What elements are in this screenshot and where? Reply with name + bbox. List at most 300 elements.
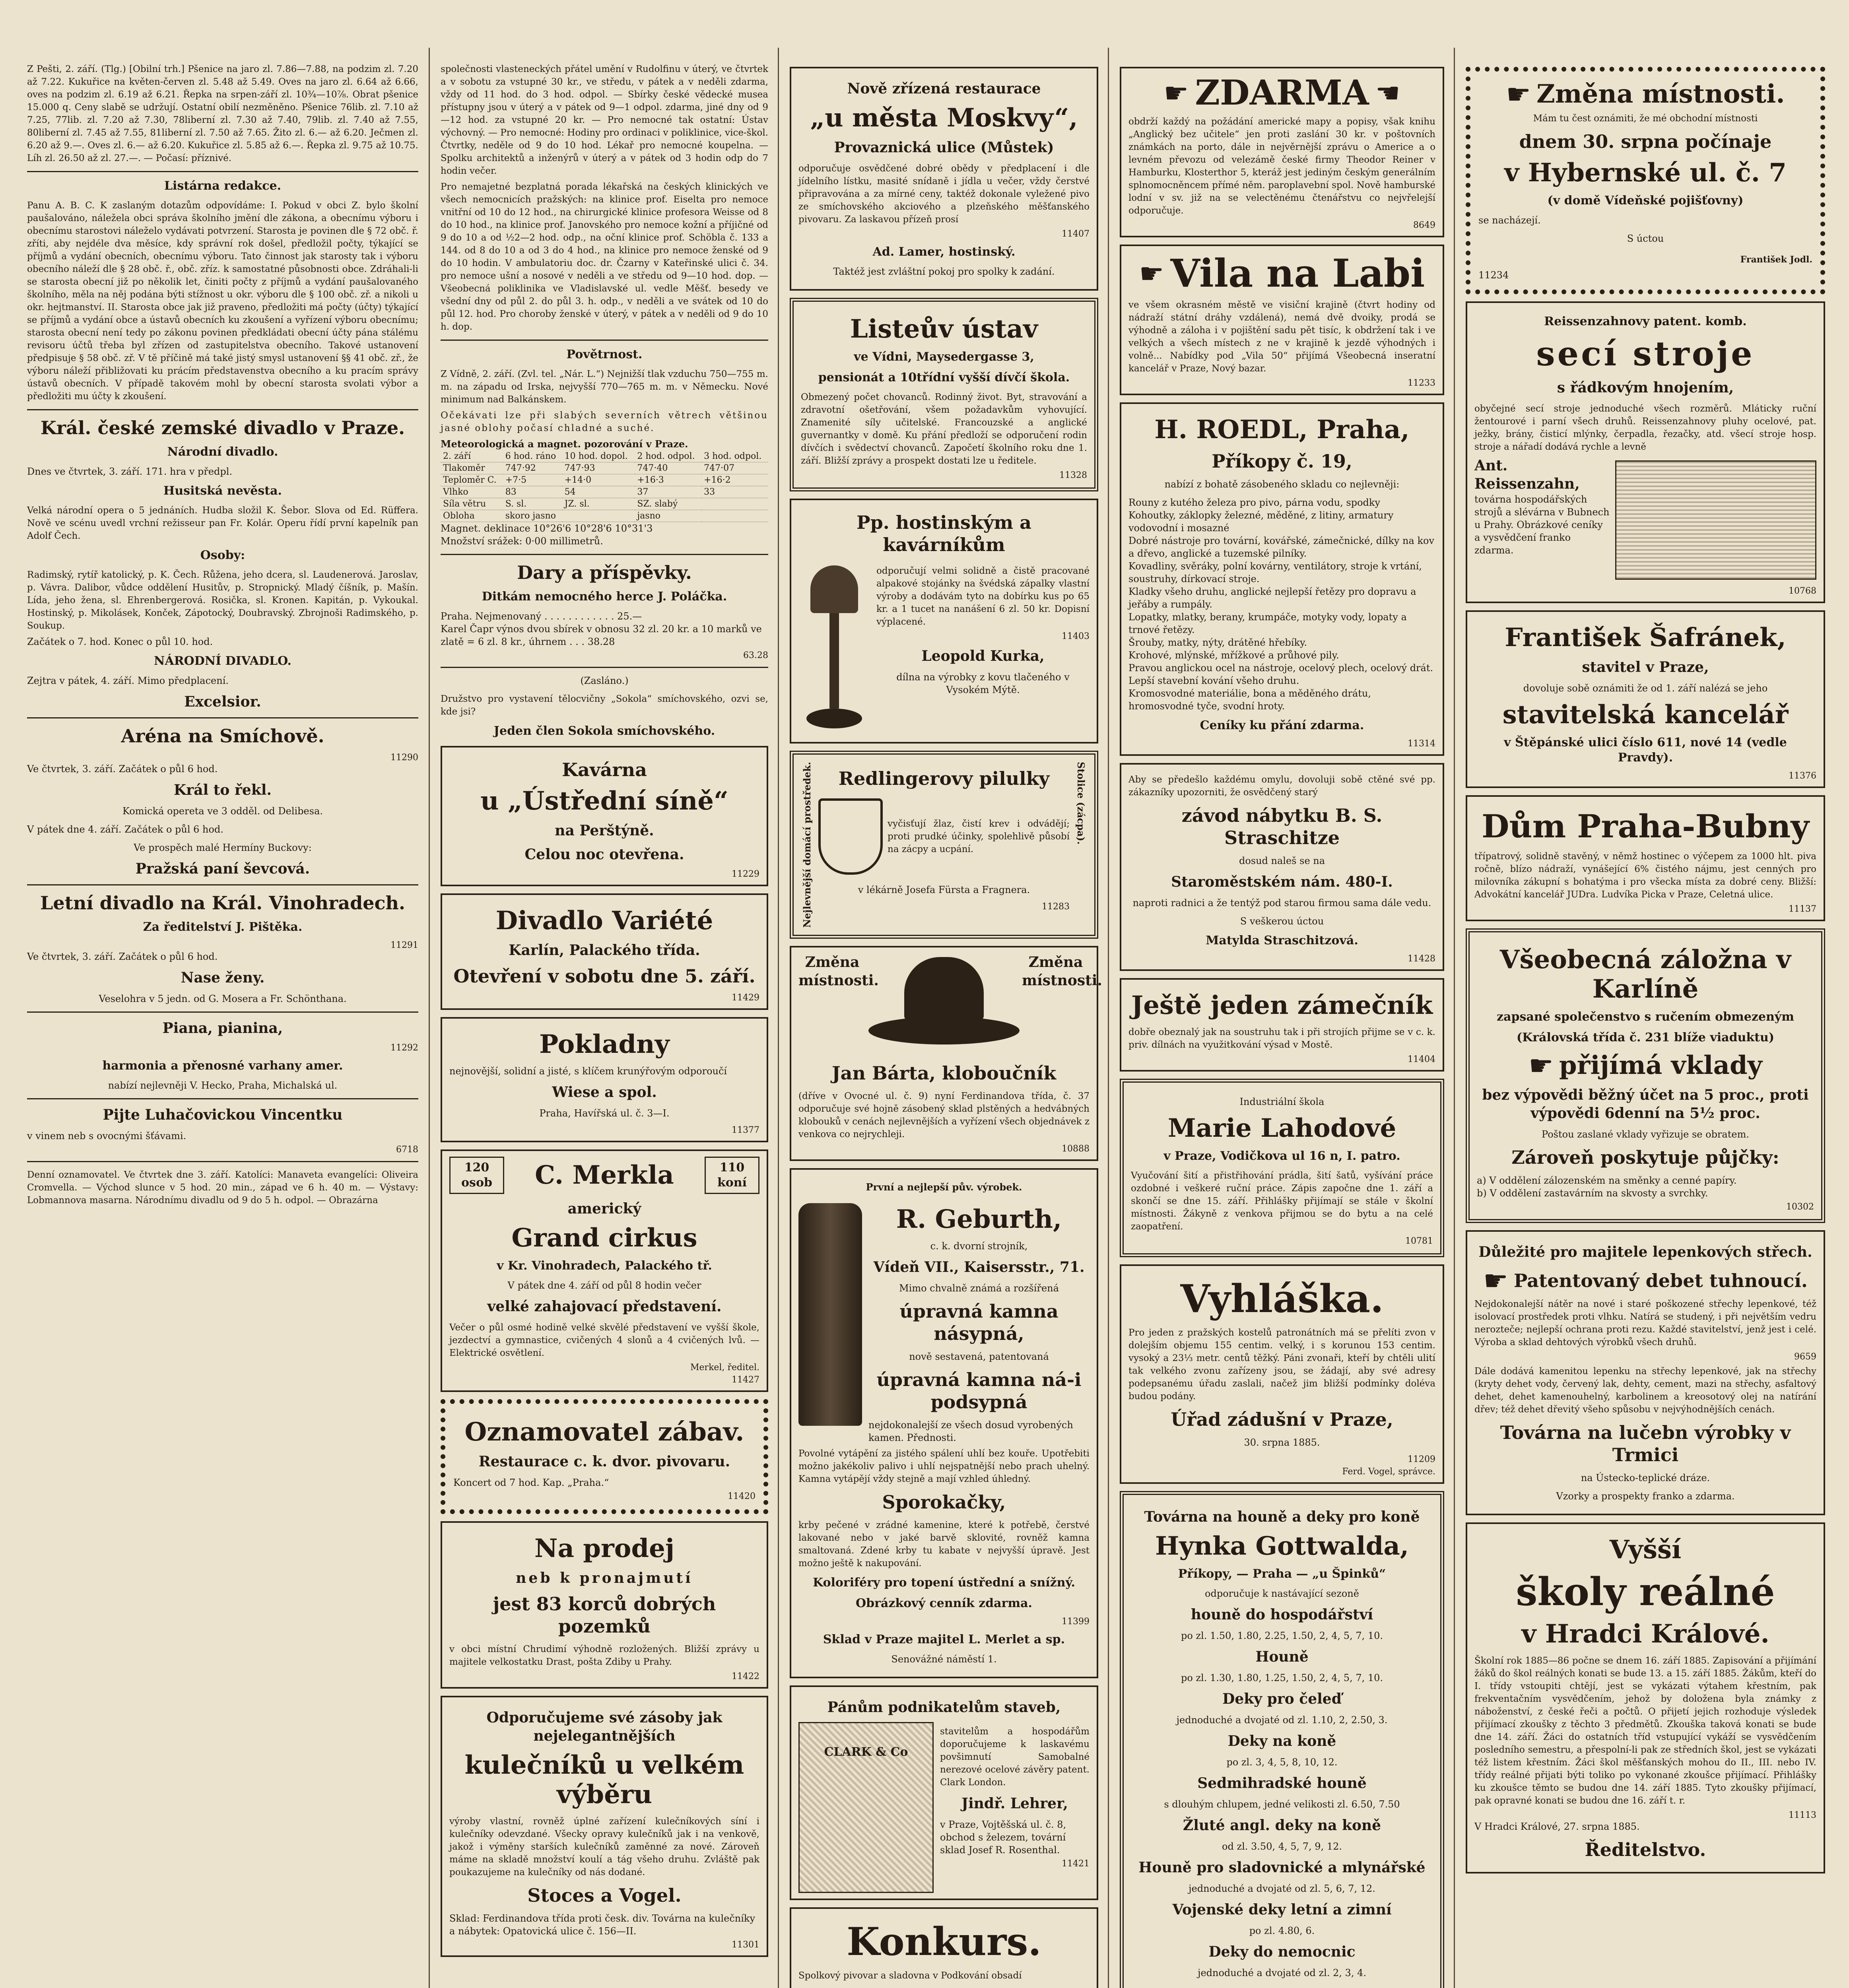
savings-note: Poštou zaslané vklady vyřizuje se obratem. [1542, 1129, 1749, 1140]
roedl-title: H. ROEDL, Praha, [1154, 415, 1410, 445]
arena-benefit: Ve prospěch malé Hermíny Buckovy: [134, 842, 312, 853]
builder-office: stavitelská kancelář [1502, 700, 1789, 730]
moskva-signature: Ad. Lamer, hostinský. [872, 245, 1016, 259]
table-cell [701, 498, 768, 510]
table-cell [701, 510, 768, 522]
column-1 [20, 60, 425, 1988]
tar-title: Patentovaný debet tuhnoucí. [1513, 1270, 1808, 1291]
summer-theatre-date: Ve čtvrtek, 3. září. Začátek o půl 6 hod. [27, 951, 218, 962]
seeders-title: secí stroje [1536, 334, 1755, 373]
announcement-date: 30. srpna 1885. [1244, 1437, 1320, 1448]
villa-title: Vila na Labi [1170, 251, 1425, 296]
table-header: 3 hod. odpol. [701, 450, 768, 462]
liste-place: ve Vídni, Maysedergasse 3, [854, 350, 1034, 364]
seeders-illustration [1615, 456, 1816, 584]
roedl-subtitle: nabízí z bohatě zásobeného skladu co nejlevněji: [1164, 479, 1400, 490]
tar-text-2: Dále dodává kamenitou lepenku na střechy lepenkové, jak na střechy (kryty dehet vody, červený lak, dehty, cement, mazi na střechy, asfaltový dehet, dehet kamenouhelný, karbolinem a kreosotový olej na natírání dřev; též dehet dřevitý všeho spůsobu v nejvýhodnějších cenách. [1474, 1366, 1816, 1415]
table-cell: Obloha [441, 510, 503, 522]
free-ad [1120, 67, 1444, 237]
furniture-signature: Matylda Straschitzová. [1206, 934, 1358, 947]
ad-number: 11399 [1062, 1617, 1090, 1627]
ad-number: 11404 [1408, 1054, 1435, 1064]
circus-place: v Kr. Vinohradech, Palackého tř. [497, 1259, 712, 1273]
seeders-body [1474, 456, 1816, 584]
ad-number: 11291 [390, 940, 418, 950]
weather-text: Z Vídně, 2. září. (Zvl. tel. „Nár. L.“) Nejnižší tlak vzduchu 750—755 m. m. na západu od Irska, nejvyšší 770—765 m. m. v Německu. Nové minimum nad Balkánskem. [441, 369, 768, 405]
table-header: 6 hod. ráno [503, 450, 562, 462]
list-item: Kladky všeho druhu, anglické nejlepší řetězy pro dopravu a jeřáby a rumpály. [1128, 586, 1416, 610]
ad-number: 11292 [390, 1043, 418, 1053]
house-text: třípatrový, solidně stavěný, v němž hostinec o výčepem za 1000 hlt. piva ročně, blízo nádraží, vynášející 6% čistého nájmu, jest cenných pro milovníka zákupní s bohatýma i pro všecka místa za dobré ceny. Bližší: Advokátní kancelář JUDra. Ludvíka Picka v Praze, Celetná ulice. [1474, 851, 1816, 900]
pointing-hand-icon: ☛ [1163, 77, 1189, 109]
seeders-firm: Ant. Reissenzahn, [1474, 457, 1580, 492]
free-title: ZDARMA [1195, 73, 1369, 113]
national-theatre-title: NÁRODNÍ DIVADLO. [154, 654, 291, 668]
furniture-title: závod nábytku B. S. Straschitze [1181, 805, 1383, 848]
divider [27, 409, 418, 410]
list-item: Sedmihradské houně [1197, 1775, 1367, 1792]
billiards-title: kulečníků u velkém výběru [464, 1750, 744, 1809]
list-item: Vojenské deky letní a zimní [1172, 1901, 1392, 1918]
table-cell: Síla větru [441, 498, 503, 510]
cookers-firm: Sklad v Praze majitel L. Merlet a sp. [823, 1633, 1065, 1647]
ad-number: 11209 [1408, 1454, 1435, 1464]
divider [441, 340, 768, 341]
circus-signature: Merkel, ředitel. [690, 1363, 759, 1373]
locksmith-text: dobře obeznalý jak na soustruhu tak i při strojích přijme se v c. k. priv. dílnách na využitkování výsad v Mostě. [1128, 1027, 1435, 1050]
cast-text: Radimský, rytíř katolický, p. K. Čech. Růžena, jeho dcera, sl. Laudenerová. Jaroslav, p. Vávra. Dalibor, vůdce oddělení Husitův, p. Stropnický. Mladý číšník, p. Mašín. Lída, jeho žena, sl. Ehrenbergerová. Rosička, sl. Kronen. Kapitán, p. Vykoukal. Hostinský, p. Mikolásek, Konček, Zápotocký, Doubravský. Zbrojnoši Radimského, p. Soukup. [27, 570, 418, 631]
stove-illustration [798, 1203, 862, 1426]
table-cell: 37 [635, 486, 701, 498]
realschool-ad [1466, 1522, 1825, 1873]
table-header: 2. září [441, 450, 503, 462]
liste-text: Obmezený počet chovanců. Rodinný život. Byt, stravování a zdravotní ošetřování, všem požadavkům vyhovující. Znamenité síly učitelské. Francouzské a anglické guvernantky v domě. Ku přání předloží se odporučení rodin dívčích i svědectví chovanců. Započetí školního roku dne 1. září. Bližší zprávy a prospekt dostati lze u ředitele. [801, 392, 1087, 466]
list-item: jednoduché a dvojaté od zl. 5, 6, 7, 12. [1189, 1883, 1375, 1894]
list-item: Krohové, mlýnské, mřížkové a průhové pily. [1128, 650, 1339, 661]
relocation-ad [1466, 67, 1825, 294]
relocation-address: v Hybernské ul. č. 7 [1504, 158, 1787, 188]
savings-text: bez výpovědi běžný účet na 5 proc., proti výpovědi 6denní na 5½ proc. [1482, 1087, 1809, 1122]
safes-address: Praha, Havířská ul. č. 3—I. [539, 1108, 670, 1119]
furniture-description: naproti radnici a že tentýž pod starou firmou sama dále vedu. [1132, 897, 1431, 909]
notice-text-1: společnosti vlasteneckých přátel umění v Rudolfinu v úterý, ve čtvrtek a v sobotu za vstupné 30 kr., ve středu, v pátek a v neděli zdarma, vždy od 11 hod. do 3 hod. odpol. — Sbírky české vědecké musea přístupny jsou v úterý a v pátek od 9—1 odpol. zdarma, jiné dny od 9—12 hod. za vstupné 20 kr. — Pro nemocné tak ostatní: Ústav výchovný. — Pro nemocné: Hodiny pro ordinaci v poliklinice, vice-škol. Čtvrtky, neděle od 9 do 10 hod. Lékař pro nemocné koupelna. — Spolku architektů a inženýrů v úterý a v pátek od 3 hodin odp do 7 hodin večer. [441, 64, 768, 176]
list-item: Kovadliny, svěráky, polní kovárny, ventilátory, stroje k vrtání, soustruhy, dírkovací stroje. [1128, 561, 1422, 584]
clark-ad [790, 1685, 1098, 1900]
ad-number: 11427 [732, 1375, 759, 1385]
realschool-head: Vyšší [1609, 1535, 1682, 1565]
kavarna-place: na Perštýně. [555, 822, 654, 839]
pointing-hand-icon: ☛ [1139, 257, 1164, 290]
furniture-greeting: S veškerou úctou [1240, 916, 1324, 927]
school-lahodova-text: Vyučování šití a přistřihování prádla, šití šatů, vyšívání práce ozdobné i veškeré ruční práce. Zápis započne dne 1. září a skončí se dne 15. září. Přihlášky přijímají se stále v školní místnosti. Žákyně z venkova přijmou se do bytu a na celé zaopatření. [1131, 1171, 1433, 1232]
circus-description: Večer o půl osmé hodině velké skvělé představení ve vyšší škole, jezdectví a gymnastice, cvičených 4 slonů a 4 cvičených lvů. — Elektrické osvětlení. [449, 1322, 759, 1358]
tar-ad [1466, 1230, 1825, 1515]
variete-title: Divadlo Variété [495, 906, 713, 936]
relocation-greeting: S úctou [1627, 233, 1664, 244]
cookers-catalog: Obrázkový cenník zdarma. [856, 1596, 1032, 1611]
ad-number: 11314 [1408, 739, 1435, 749]
savings-ad [1466, 928, 1825, 1223]
roedl-ad [1120, 402, 1444, 756]
moskva-title: „u města Moskvy“, [810, 103, 1078, 133]
builder-address: v Štěpánské ulici číslo 611, nové 14 (vedle Pravdy). [1504, 736, 1787, 765]
entertainment-concert: Koncert od 7 hod. Kap. „Praha.“ [453, 1477, 609, 1488]
circus-horses: 110 koní [705, 1157, 759, 1194]
arena-friday: V pátek dne 4. září. Začátek o půl 6 hod. [27, 824, 223, 835]
divider [441, 554, 768, 555]
ad-number: 9659 [1794, 1352, 1816, 1362]
billiards-firm: Stoces a Vogel. [527, 1885, 682, 1906]
relocation-end: se nacházejí. [1478, 215, 1541, 226]
furniture-place: Staroměstském nám. 480-I. [1171, 874, 1393, 890]
seeders-content [1474, 456, 1610, 584]
rainfall: Množství srážek: 0·00 millimetrů. [441, 536, 603, 547]
water-title: Pijte Luhačovickou Vincentku [103, 1107, 343, 1123]
announcement-ad [1120, 1264, 1444, 1484]
divider [27, 1098, 418, 1099]
realschool-signature: Ředitelstvo. [1585, 1839, 1706, 1860]
billiards-ad [441, 1696, 768, 1957]
sokol-text: Družstvo pro vystavení tělocvičny „Sokola“ smíchovského, ozvi se, kde jsi? [441, 694, 768, 717]
realschool-place: v Hradci Králové. [1521, 1619, 1769, 1649]
clark-head: Pánům podnikatelům staveb, [827, 1699, 1061, 1716]
table-cell: SZ. slabý [635, 498, 701, 510]
locksmith-title: Ještě jeden zámečník [1131, 990, 1433, 1020]
hatter-text: (dříve v Ovocné ul. č. 9) nyní Ferdinandova třída, č. 37 odporučuje své hojně zásobený sklad plstěných a hedvábných klobouků v cenách nejlevnějších a vyřízení všech objednávek z venkova co nejrychleji. [798, 1091, 1090, 1140]
ad-number: 11328 [1059, 470, 1087, 480]
list-item: Kohoutky, záklopky železné, měděné, z litiny, armatury vodovodní i mosazné [1128, 510, 1394, 534]
stoves-product-1: úpravná kamna násypná, [899, 1301, 1059, 1345]
pills-text: vyčisťují žlaz, čistí krev i odvádějí; proti prudké účinky, spolehlivě působí na zácpy a ucpání. [888, 819, 1070, 854]
cookers-product: Koloriféry pro topení ústřední a snížný. [813, 1576, 1075, 1590]
blankets-ad [1120, 1491, 1444, 1988]
table-cell: 54 [562, 486, 635, 498]
shield-icon [818, 798, 883, 875]
pills-row [818, 795, 1070, 878]
list-item: Šrouby, matky, nýty, drátěné hřebíky. [1128, 637, 1307, 648]
announcement-text: Pro jeden z pražských kostelů patronátních má se přelíti zvon v dolejším objemu 155 centim. velký, i s korunou 153 centim. vysoký a 23⅓ metr. centů těžký. Páni zvonaři, kteří by chtěli ulití tak velkého zvonu zařízeny jsou, se žádají, aby své adresy podepsanému úřadu zaslali, načež jim bližší podmínky doléva budou podány. [1128, 1328, 1435, 1402]
hatter-change-left: Změna místnosti. [798, 954, 879, 989]
arena-description: Komická opereta ve 3 odděl. od Delibesa. [122, 806, 323, 817]
land-sale-subtitle: neb k pronajmutí [516, 1570, 693, 1586]
clark-illustration [798, 1722, 934, 1893]
builder-ad [1466, 610, 1825, 788]
summer-theatre-description: Veselohra v 5 jedn. od G. Mosera a Fr. Schönthana. [99, 993, 347, 1004]
list-item: Rouny z kutého železa pro pivo, párna vodu, spodky [1128, 497, 1381, 508]
pills-left: Nejlevnější domácí prostředek. [801, 762, 813, 928]
ad-number: 11283 [1042, 902, 1070, 912]
table-cell: +7·5 [503, 474, 562, 486]
list-item: Pravou anglickou ocel na nástroje, ocelový plech, ocelový drát. [1128, 662, 1433, 674]
list-item: s dlouhým chlupem, jedné velikosti zl. 6.50, 7.50 [1164, 1799, 1400, 1810]
divider [27, 717, 418, 718]
safes-text: nejnovější, solidní a jisté, s klíčem krunýřovým odporoučí [449, 1066, 727, 1077]
competition-title: Konkurs. [847, 1919, 1041, 1965]
list-item: jednoduché a dvojaté od zl. 1.10, 2, 2.50, 3. [1176, 1714, 1388, 1726]
stoves-firm: R. Geburth, [896, 1204, 1062, 1235]
column-rule [1108, 48, 1109, 1988]
tar-title-row [1474, 1264, 1816, 1297]
theatre-title: Král. české zemské divadlo v Praze. [40, 417, 405, 439]
builder-title: František Šafránek, [1505, 623, 1786, 652]
circus-header [449, 1157, 759, 1194]
table-cell: 747·07 [701, 462, 768, 474]
house-title: Dům Praha-Bubny [1482, 808, 1809, 845]
column-2 [433, 60, 775, 1988]
divider [441, 667, 768, 668]
meteorology-table [441, 450, 768, 522]
list-item: Žluté angl. deky na koně [1183, 1817, 1381, 1834]
column-rule [1454, 48, 1455, 1988]
table-row [441, 498, 768, 510]
ad-number: 11403 [1062, 631, 1090, 641]
list-item: po zl. 1.30, 1.80, 1.25, 1.50, 2, 4, 5, 7, 10. [1181, 1672, 1383, 1683]
stoves-subtitle: c. k. dvorní strojník, [930, 1241, 1028, 1252]
savings-main: přijímá vklady [1559, 1050, 1762, 1080]
ad-number: 11428 [1408, 954, 1435, 964]
piano-title: Piana, pianina, [162, 1020, 283, 1037]
gifts-subtitle: Ditkám nemocného herce J. Poláčka. [482, 590, 727, 604]
moskva-text: odporučuje osvědčené dobré obědy v předplacení i dle jídelního lístku, masité snídaně i jídla u večer, vždy čerstvé připravována a za mírné ceny, taktéž dokonale vyležené pivo ze smíchovského akciového a plzeňského měšťanského pivovaru. Za laskavou přízeň prosí [798, 163, 1090, 225]
cookers-text: krby pečené v zrádné kamenine, které k potřebě, čerstvé lakované nebo v jaké barvě sklovité, rovněž kamna smaltovaná. Zdené krby tu kabate v nejvyšší úpravě. Jest možno ještě k nakupování. [798, 1520, 1090, 1569]
table-header: 10 hod. dopol. [562, 450, 635, 462]
table-row [441, 474, 768, 486]
ad-number: 11377 [732, 1125, 759, 1135]
list-item: Houně [1255, 1648, 1309, 1665]
national-theatre-text: Zejtra v pátek, 4. září. Mimo předplacení. [27, 675, 229, 686]
pills-content [818, 762, 1070, 928]
divider [27, 1011, 418, 1013]
hatter-header [798, 953, 1102, 1056]
liste-subtitle: pensionát a 10třídní vyšší dívčí škola. [818, 371, 1070, 384]
ad-number: 11407 [1062, 229, 1090, 239]
house-ad [1466, 795, 1825, 921]
safes-firm: Wiese a spol. [552, 1084, 657, 1101]
liste-ad [790, 298, 1098, 491]
gifts-line-2: Karel Čapr výnos dvou sbírek v obnosu 32 zl. 20 kr. a 10 marků ve zlatě = 6 zl. 8 kr., úhrnem . . . 38.28 [441, 623, 762, 647]
table-cell: 33 [701, 486, 768, 498]
safes-title: Pokladny [539, 1029, 670, 1059]
stoves-body [798, 1199, 1090, 1444]
builder-text: dovoluje sobě oznámiti že od 1. září nalézá se jeho [1523, 683, 1768, 694]
summer-theatre-director: Za ředitelství J. Pištěka. [143, 920, 303, 934]
tar-samples: Vzorky a prospekty franko a zdarma. [1556, 1491, 1735, 1502]
school-lahodova-head: Industriální škola [1239, 1096, 1325, 1107]
editorial-title: Listárna redakce. [164, 179, 282, 193]
magnet-declination: Magnet. deklinace 10°26'6 10°28'6 10°31'3 [441, 523, 653, 534]
tar-factory-place: na Ústecko-teplické dráze. [1581, 1472, 1710, 1483]
meteorology-title: Meteorologická a magnet. pozorování v Praze. [441, 438, 688, 450]
ad-number: 8649 [1413, 220, 1435, 230]
realschool-date: V Hradci Králové, 27. srpna 1885. [1474, 1821, 1640, 1832]
free-header [1128, 74, 1435, 112]
relocation-title: Změna místnosti. [1536, 79, 1785, 109]
seeders-text: obyčejné secí stroje jednoduché všech rozměrů. Mláticky ruční žentourové i parní všech druhů. Reissenzahnovy pluhy ocelové, pat. ježky, brány, čisticí mlýnky, čerpadla, řezačky, atd. všecí stroje hosp. stroje a nářadí dodává rychle a levně [1474, 404, 1816, 452]
hatter-change-right: Změna místnosti. [1022, 954, 1102, 989]
stands-text: odporučují velmi solidně a čistě pracované alpakové stojánky na švédská zápalky vlastní výroby a dodávám tyto na dobírku kus po 65 kr. a 1 tucet na nanášení 6 zl. 50 kr. Dopisní výplacené. [876, 566, 1090, 627]
relocation-house: (v domě Vídeňské pojišťovny) [1547, 194, 1744, 208]
list-item: po zl. 4.80, 6. [1249, 1925, 1315, 1936]
kavarna-title: Kavárna [562, 759, 647, 780]
land-sale-name: jest 83 korců dobrých pozemků [493, 1593, 716, 1637]
arena-play: Král to řekl. [174, 782, 272, 798]
realschool-text: Školní rok 1885—86 počne se dnem 16. září 1885. Zapisování a přijímání žáků do škol reálných konati se bude 13. a 15. září 1885. Žákům, kteří do I. třídy vstoupiti chtějí, jest se vykázati výtahem křestním, pak frekventačním vysvědčením, jehož by doložena byla známky z náboženství, z české řeči a počtů. O přijetí jejich rozhoduje výsledek přijímací zkoušky z těchto 3 předmětů. Zkouška taková konati se bude dne 14. září. Žáci do ostatních tříd vstupující vykáží se vysvědčením posledního semestru, a přespolní-li pak ze středních škol, jest se vykázati též listem křestním. Žáci škol měšťanských mohou do II., III. nebo IV. třídy reálné přijati býti toliko po vykonané zkoušce přijímací. Přihlášky ku zkoušce těmto se budou dne 14. září 1885. Tyto zkoušky přijímací, pak opravné konati se budou dne 16. září t. r. [1474, 1656, 1816, 1806]
competition-ad [790, 1907, 1098, 1988]
school-lahodova-ad [1120, 1079, 1444, 1257]
list-item: Deky pro čeleď [1222, 1691, 1342, 1707]
table-header-row [441, 450, 768, 462]
kavarna-ad [441, 746, 768, 886]
tar-factory: Továrna na lučebn výrobky v Trmici [1500, 1422, 1791, 1466]
school-lahodova-address: v Praze, Vodičkova ul 16 n, I. patro. [1163, 1149, 1400, 1163]
start-time: Začátek o 7. hod. Konec o půl 10. hod. [27, 636, 213, 647]
land-sale-title: Na prodej [534, 1534, 675, 1563]
gifts-line-1: Praha. Nejmenovaný . . . . . . . . . . . . 25.— [441, 611, 642, 622]
relocation-text: Mám tu čest oznámiti, že mé obchodní místnosti [1533, 113, 1758, 124]
play-title: Husitská nevěsta. [163, 484, 282, 498]
clark-text: stavitelům a hospodářům doporučujeme k laskavému povšimnutí Samobalné nerezové ocelové závěry patent. Clark London. [940, 1726, 1090, 1788]
liste-title: Listeův ústav [850, 314, 1038, 344]
builder-subtitle: stavitel v Praze, [1582, 659, 1709, 676]
weather-title: Povětrnost. [566, 348, 643, 361]
furniture-ad [1120, 763, 1444, 971]
ad-number: 11376 [1789, 771, 1816, 781]
hat-icon [868, 957, 1020, 1052]
stoves-more: Povolné vytápění za jistého spálení uhlí bez kouře. Upotřebiti možno jakékoliv palivo i uhlí nejspatnější nebo prach uhelný. Kamna vytápějí vždy stejně a mají vzhled úhledný. [798, 1448, 1090, 1485]
furniture-text: Aby se předešlo každému omylu, dovoluji sobě ctěné své pp. zákazníky upozorniti, že osvědčený starý [1128, 775, 1435, 798]
list-item: Houně pro sladovnické a mlynářské [1138, 1859, 1426, 1876]
notice-text-2: Pro nemajetné bezplatná porada lékařská na českých klinických ve všech nemocnicích pražských: na klinice prof. Eiselta pro nemoce vnitřní od 10 do 12 hod., na chirurgické klinice profesora Weisse od 8 do 10 hod., na klinice prof. Janovského pro nemoce kožní a příjičné od 9 do 10 a od ½2—2 hod. odp., na oční klinice prof. Schöbla č. 133 a 144. od 8 do 10 a od 3 do 4 hod., na klinice pro nemoce ženské od 9 do 10 hodin. V ambulatoriu doc. dr. Čzarny v Kateřinské ulici č. 34. pro nemoce ušní a nosové v neděli a ve středu od 9—10 hod. dop. — Všeobecná poliklinika ve Vladislavské ul. vedle Měšť. besedy ve všední dny od půl 2. do půl 3. h. odp., v neděli a ve svátek od 10 do půl 12. hod. Pro choroby ženské v úterý, v pátek a v neděli od 9 do 10 h. dop. [441, 182, 768, 332]
land-sale-ad [441, 1521, 768, 1689]
savings-item-a: a) V oddělení zálozenském na směnky a cenné papíry. [1477, 1175, 1737, 1186]
seeders-head: Reissenzahnovy patent. komb. [1544, 315, 1747, 328]
ad-number: 10781 [1405, 1236, 1433, 1246]
pills-body [801, 762, 1087, 928]
circus-ad [441, 1149, 768, 1392]
moskva-head: Nově zřízená restaurace [847, 80, 1041, 97]
table-row [441, 510, 768, 522]
moskva-note: Taktéž jest zvláštní pokoj pro spolky k zadání. [833, 266, 1055, 277]
ad-number: 11290 [390, 753, 418, 763]
stoves-product-2: nově sestavená, patentovaná [909, 1351, 1049, 1363]
circus-show: velké zahajovací představení. [487, 1298, 722, 1315]
table-cell: Tlakoměr [441, 462, 503, 474]
ad-number: 11233 [1408, 378, 1435, 388]
villa-header [1128, 252, 1435, 295]
tar-text: Nejdokonalejší nátěr na nové i staré poškozené střechy lepenkové, též isolovací prostředek proti vlhku. Natírá se studený, i při největším vedru nerozteče; nejlepší ochrana proti rezu. Každé stavitelství, jenž jest i celé. Výroba a sklad dehtových výrobků všech druhů. [1474, 1299, 1816, 1347]
entertainment-ad [441, 1399, 768, 1514]
table-cell: 747·92 [503, 462, 562, 474]
divider [27, 171, 418, 172]
stoves-ad [790, 1168, 1098, 1678]
blankets-head: Továrna na houně a deky pro koně [1144, 1508, 1420, 1525]
daily-notice: Denní oznamovatel. Ve čtvrtek dne 3. září. Katolíci: Manaveta evangelíci: Oliveira Cromvella. — Východ slunce v 5 hod. 20 min., západ ve 6 h. 40 m. — Výstavy: Lobmannova masarna. Národnímu divadlu od 9 do 5 h. odpol. — Obrazárna [27, 1170, 418, 1206]
savings-item-b: b) V oddělení zastavárním na skvosty a svrchky. [1477, 1188, 1708, 1199]
table-cell: +16·3 [635, 474, 701, 486]
divider [27, 884, 418, 885]
stand-illustration [798, 565, 870, 732]
seeders-address: továrna hospodářských strojů a slévárna v Bubnech u Prahy. Obrázkové ceníky a vysvědčení franko zdarma. [1474, 494, 1610, 556]
theatre-subtitle: Národní divadlo. [167, 445, 278, 459]
school-lahodova-title: Marie Lahodové [1167, 1113, 1396, 1143]
billiards-head: Odporučujeme své zásoby jak nejelegantnějších [486, 1709, 723, 1744]
table-row [441, 486, 768, 498]
table-row [441, 462, 768, 474]
table-cell: S. sl. [503, 498, 562, 510]
ad-number: 11420 [728, 1491, 756, 1501]
theatre-date: Dnes ve čtvrtek, 3. září. 171. hra v předpl. [27, 466, 233, 477]
announcement-title: Vyhláška. [1180, 1276, 1384, 1321]
arena-play-2: Pražská paní ševcová. [135, 860, 310, 877]
table-cell: 83 [503, 486, 562, 498]
ad-number: 10768 [1789, 586, 1816, 596]
billiards-text: výroby vlastní, rovněž úplné zařízení kulečníkových síní i kulečníky odevzdané. Všecky opravy kulečníků jak i na venkově, jakož i výměny starších kulečníků zaměnné za nové. Zároveň máme na skladě množství koulí a tág všeho druhu. Zvláště pak poukazujeme na kulečníky od nás dodané. [449, 1816, 759, 1877]
play-text: Velká národní opera o 5 jednáních. Hudba složil K. Šebor. Slova od Ed. Rüffera. Nově ve scénu uvedl vrchní režisseur pan Fr. Kolár. Operu řídí první kapelník pan Adolf Čech. [27, 505, 418, 541]
cookers-title: Sporokačky, [882, 1491, 1006, 1513]
column-rule [778, 48, 779, 1988]
stands-address: dílna na výrobky z kovu tlačeného v Vysokém Mýtě. [896, 672, 1070, 695]
savings-title: Všeobecná záložna v Karlíně [1499, 945, 1791, 1004]
safes-ad [441, 1017, 768, 1142]
summer-theatre-play: Nase ženy. [181, 969, 265, 986]
shutter-illustration [798, 1722, 934, 1893]
pills-ad [790, 751, 1098, 939]
savings-main-row [1477, 1051, 1814, 1080]
list-item: Deky do nemocnic [1208, 1943, 1356, 1960]
stoves-description: nejdokonalejší ze všech dosud vyrobených kamen. Přednosti. [868, 1419, 1073, 1444]
stoves-content [868, 1199, 1090, 1444]
variete-date: Otevření v sobotu dne 5. září. [453, 965, 756, 987]
arena-date: Ve čtvrtek, 3. září. Začátek o půl 6 hod. [27, 763, 218, 775]
table-cell: skoro jasno [503, 510, 562, 522]
table-cell: 747·93 [562, 462, 635, 474]
pointing-hand-icon: ☛ [1506, 78, 1531, 111]
blankets-title: Hynka Gottwalda, [1155, 1531, 1409, 1561]
kavarna-name: u „Ústřední síně“ [480, 786, 728, 816]
variete-subtitle: Karlín, Palackého třída. [509, 942, 700, 959]
ad-number: 11429 [732, 993, 759, 1003]
clark-address: v Praze, Vojtěšská ul. č. 8, obchod s železem, tovární sklad Josef R. Rosenthal. [940, 1819, 1066, 1856]
entertainment-text: Restaurace c. k. dvor. pivovaru. [478, 1453, 730, 1470]
column-5 [1459, 60, 1832, 1988]
stoves-text: Mimo chvalně známá a rozšířená [899, 1283, 1059, 1294]
stoves-head: První a nejlepší pův. výrobek. [866, 1181, 1022, 1193]
savings-subtitle: zapsané společenstvo s ručením obmezeným [1497, 1010, 1794, 1024]
realschool-title: školy reálné [1516, 1569, 1775, 1614]
savings-also: Zároveň poskytuje půjčky: [1511, 1147, 1779, 1168]
market-report: Z Pešti, 2. září. (Tlg.) [Obilní trh.] Pšenice na jaro zl. 7.86—7.88, na podzim zl. 7.20 až 7.22. Kukuřice na květen-červen zl. 5.48 až 5.49. Oves na jaro zl. 6.64 až 6.66, oves na podzim zl. 6.19 až 6.21. Řepka na srpen-září zl. 10¾—10⅞. Obrat pšenice 15.000 q. Ceny slabě se udržují. Ostatní obilí nezměněno. Pšenice 76lib. zl. 7.10 až 7.25, 77lib. zl. 7.20 až 7.30, 78liberní zl. 7.30 až 7.40, 79lib. zl. 7.40 až 7.55, 80liberní zl. 7.45 až 7.55, 81liberní zl. 7.50 až 7.65. Žito zl. 6.— až 6.20. Ječmen zl. 6.20 až 9.—. Oves zl. 6.— až 6.20. Kukuřice zl. 5.85 až 6.—. Řepka zl. 9.75 až 10.75. Líh zl. 26.50 až zl. 27.—. — Počasí: příznivé. [27, 64, 418, 163]
circus-name: C. Merkla [535, 1160, 674, 1190]
list-item: Lopatky, mlatky, berany, krumpáče, motyky vody, lopaty a trnové řetězy. [1128, 612, 1407, 635]
roedl-address: Příkopy č. 19, [1212, 450, 1352, 472]
ad-number: 11113 [1789, 1810, 1816, 1820]
column-3 [783, 60, 1105, 1988]
water-subtitle: v vinem neb s ovocnými šťávami. [27, 1130, 186, 1142]
column-rule [429, 48, 430, 1988]
table-cell: JZ. sl. [562, 498, 635, 510]
machine-illustration [1615, 460, 1816, 580]
ad-number: 11234 [1478, 270, 1509, 281]
villa-text: ve všem okrasném městě ve visiční krajině (čtvrt hodiny od nádraží státní dráhy vzdálená), nemá dvě dvoiky, prodá se výhodně a záloha i v pojištění sadu pět tisíc, k obdržení tak i ve velkých a všech místech z ne v krajině k jezdě výhodných i volně... Nabídky pod „Vila 50“ přijímá Všeobecná inseratní kancelář v Praze, Nový bazar. [1128, 300, 1435, 374]
hatter-ad [790, 946, 1102, 1161]
announcement-signature: Ferd. Vogel, správce. [1342, 1467, 1435, 1477]
announcement-office: Úřad zádušní v Praze, [1171, 1409, 1393, 1430]
circus-subtitle: americký [567, 1200, 641, 1217]
table-cell: +14·0 [562, 474, 635, 486]
villa-ad [1120, 245, 1444, 395]
circus-title: Grand cirkus [511, 1223, 697, 1253]
table-cell: Teploměr C. [441, 474, 503, 486]
